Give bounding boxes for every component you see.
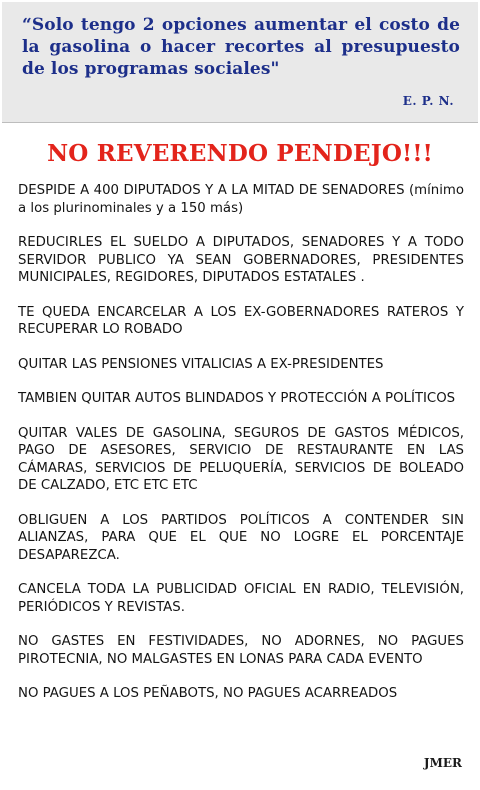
demand-item: TAMBIEN QUITAR AUTOS BLINDADOS Y PROTECCIÓN A POLÍTICOS (18, 391, 456, 406)
demand-item: CANCELA TODA LA PUBLICIDAD OFICIAL EN RADIO, TELEVISIÓN, PERIÓDICOS Y REVISTAS. (18, 582, 464, 615)
demands-list (18, 182, 464, 720)
demand-item: NO GASTES EN FESTIVIDADES, NO ADORNES, NO PAGUES PIROTECNIA, NO MALGASTES EN LONAS PARA CADA EVENTO (18, 634, 464, 667)
quote-box (2, 2, 478, 123)
demand-item: QUITAR VALES DE GASOLINA, SEGUROS DE GASTOS MÉDICOS, PAGO DE ASESORES, SERVICIO DE RESTAURANTE EN LAS CÁMARAS, SERVICIOS DE PELUQUERÍA, SERVICIOS DE BOLEADO DE CALZADO, ETC ETC ETC (18, 425, 464, 493)
demand-item: TE QUEDA ENCARCELAR A LOS EX-GOBERNADORES RATEROS Y RECUPERAR LO ROBADO (18, 304, 464, 337)
demand-item: REDUCIRLES EL SUELDO A DIPUTADOS, SENADORES Y A TODO SERVIDOR PUBLICO YA SEAN GOBERNADORES, PRESIDENTES MUNICIPALES, REGIDORES, DIPUTADOS ESTATALES . (18, 235, 464, 285)
demand-item: OBLIGUEN A LOS PARTIDOS POLÍTICOS A CONTENDER SIN ALIANZAS, PARA QUE EL QUE NO LOGRE EL PORCENTAJE DESAPAREZCA. (18, 512, 464, 563)
signature: JMER (423, 756, 462, 770)
demand-item: NO PAGUES A LOS PEÑABOTS, NO PAGUES ACARREADOS (18, 686, 398, 701)
quote-text: “Solo tengo 2 opciones aumentar el costo de la gasolina o hacer recortes al presupuesto de los programas sociales" (22, 15, 460, 79)
demand-item: DESPIDE A 400 DIPUTADOS Y A LA MITAD DE SENADORES (mínimo a los plurinominales y a 150 más) (18, 183, 464, 216)
quote-author: E. P. N. (402, 94, 454, 108)
headline: NO REVERENDO PENDEJO!!! (47, 140, 433, 167)
demand-item: QUITAR LAS PENSIONES VITALICIAS A EX-PRESIDENTES (18, 356, 384, 372)
